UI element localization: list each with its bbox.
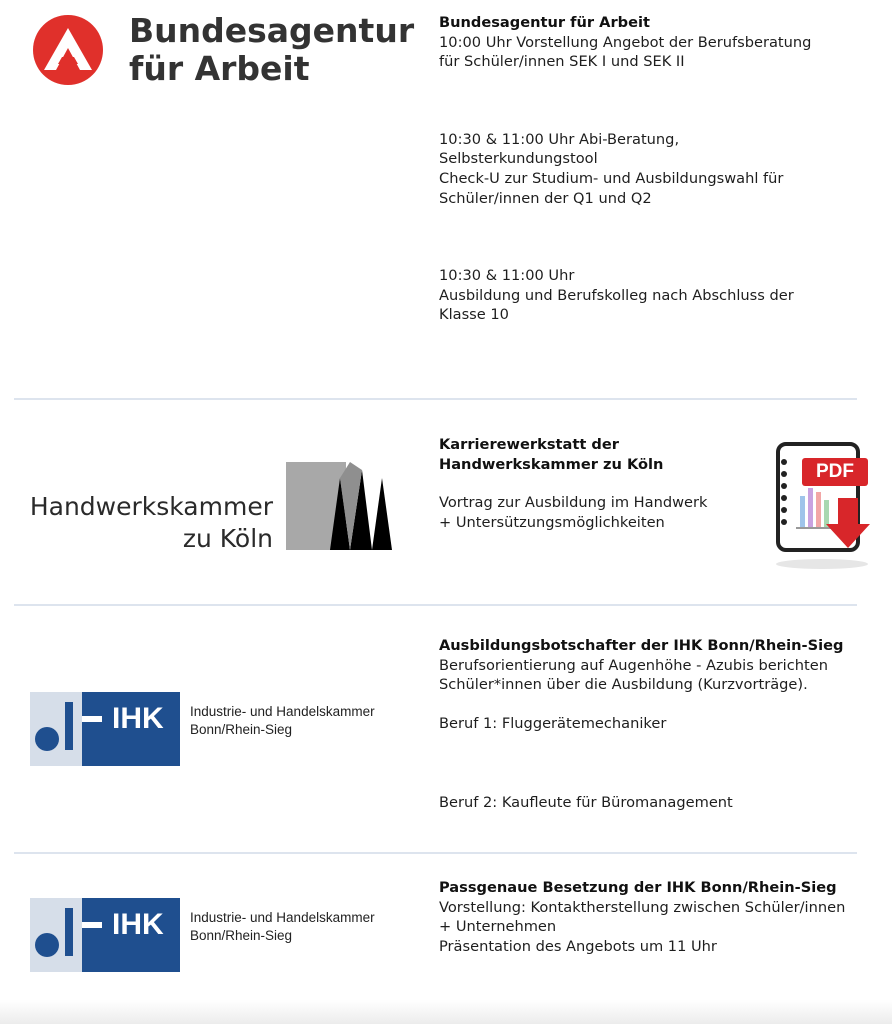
ihk-line2-2: Bonn/Rhein-Sieg xyxy=(190,928,293,943)
ihk-passgenaue-title: Passgenaue Besetzung der IHK Bonn/Rhein-Sieg xyxy=(439,879,837,896)
handwerkskammer-logo xyxy=(28,460,398,555)
ba-block3-line1: 10:30 & 11:00 Uhr xyxy=(439,267,575,285)
hwk-line2: + Untersützungsmöglichkeiten xyxy=(439,513,665,531)
hwk-title-line1: Karrierewerkstatt der xyxy=(439,436,619,453)
bundesagentur-text xyxy=(439,13,889,325)
hwk-brand-line2: zu Köln xyxy=(182,524,273,553)
hwk-title-line2: Handwerkskammer zu Köln xyxy=(439,455,664,473)
ihk-abbr: IHK xyxy=(112,702,164,735)
ihk-line1: Industrie- und Handelskammer xyxy=(190,704,375,719)
ba-block2-line2: Selbsterkundungstool xyxy=(439,150,598,168)
hwk-brand-line1: Handwerkskammer xyxy=(29,492,273,521)
ihk-passgenaue-text xyxy=(439,878,889,956)
section-handwerkskammer xyxy=(0,400,892,604)
bundesagentur-brand-line2: für Arbeit xyxy=(129,49,310,88)
bundesagentur-emblem-icon xyxy=(32,14,104,86)
ba-block3-line3: Klasse 10 xyxy=(439,306,509,324)
ihk-logo xyxy=(30,692,410,766)
ba-block1-line2: für Schüler/innen SEK I und SEK II xyxy=(439,53,685,71)
ihk-botschafter-title: Ausbildungsbotschafter der IHK Bonn/Rhein-Sieg xyxy=(439,637,844,654)
hwk-text xyxy=(439,435,759,532)
ihk-line1-2: Industrie- und Handelskammer xyxy=(190,910,375,925)
ihk-intro-line1: Berufsorientierung auf Augenhöhe - Azubis berichten xyxy=(439,656,828,674)
hwk-emblem-icon xyxy=(286,462,394,552)
bottom-shade xyxy=(0,1000,892,1024)
ihk-beruf1: Beruf 1: Fluggerätemechaniker xyxy=(439,714,667,732)
pdf-label: PDF xyxy=(816,461,854,482)
ihk-botschafter-text xyxy=(439,636,889,813)
ihk-beruf2: Beruf 2: Kaufleute für Büromanagement xyxy=(439,794,733,812)
ba-block2-line1: 10:30 & 11:00 Uhr Abi-Beratung, xyxy=(439,130,680,148)
ba-block2-line4: Schüler/innen der Q1 und Q2 xyxy=(439,189,652,207)
bundesagentur-logo xyxy=(32,11,415,92)
ihk-intro-line2: Schüler*innen über die Ausbildung (Kurzvorträge). xyxy=(439,676,808,694)
hwk-line1: Vortrag zur Ausbildung im Handwerk xyxy=(439,494,708,512)
ba-block2-line3: Check-U zur Studium- und Ausbildungswahl für xyxy=(439,169,784,187)
ihk-passgenaue-line1: Vorstellung: Kontaktherstellung zwischen Schüler/innen xyxy=(439,898,846,916)
ihk-line2: Bonn/Rhein-Sieg xyxy=(190,722,293,737)
ihk-passgenaue-line3: Präsentation des Angebots um 11 Uhr xyxy=(439,937,717,955)
section-ihk-passgenaue xyxy=(0,854,892,1000)
ba-block3-line2: Ausbildung und Berufskolleg nach Abschluss der xyxy=(439,286,794,304)
section-bundesagentur xyxy=(0,0,892,398)
pdf-download-icon[interactable] xyxy=(770,440,874,570)
section-ihk-botschafter xyxy=(0,606,892,852)
ihk-passgenaue-line2: + Unternehmen xyxy=(439,918,557,936)
ihk-abbr-2: IHK xyxy=(112,908,164,941)
bundesagentur-title: Bundesagentur für Arbeit xyxy=(439,14,650,31)
ihk-logo-2 xyxy=(30,898,410,972)
bundesagentur-brand-line1: Bundesagentur xyxy=(129,11,415,50)
ba-block1-line1: 10:00 Uhr Vorstellung Angebot der Berufsberatung xyxy=(439,33,812,51)
